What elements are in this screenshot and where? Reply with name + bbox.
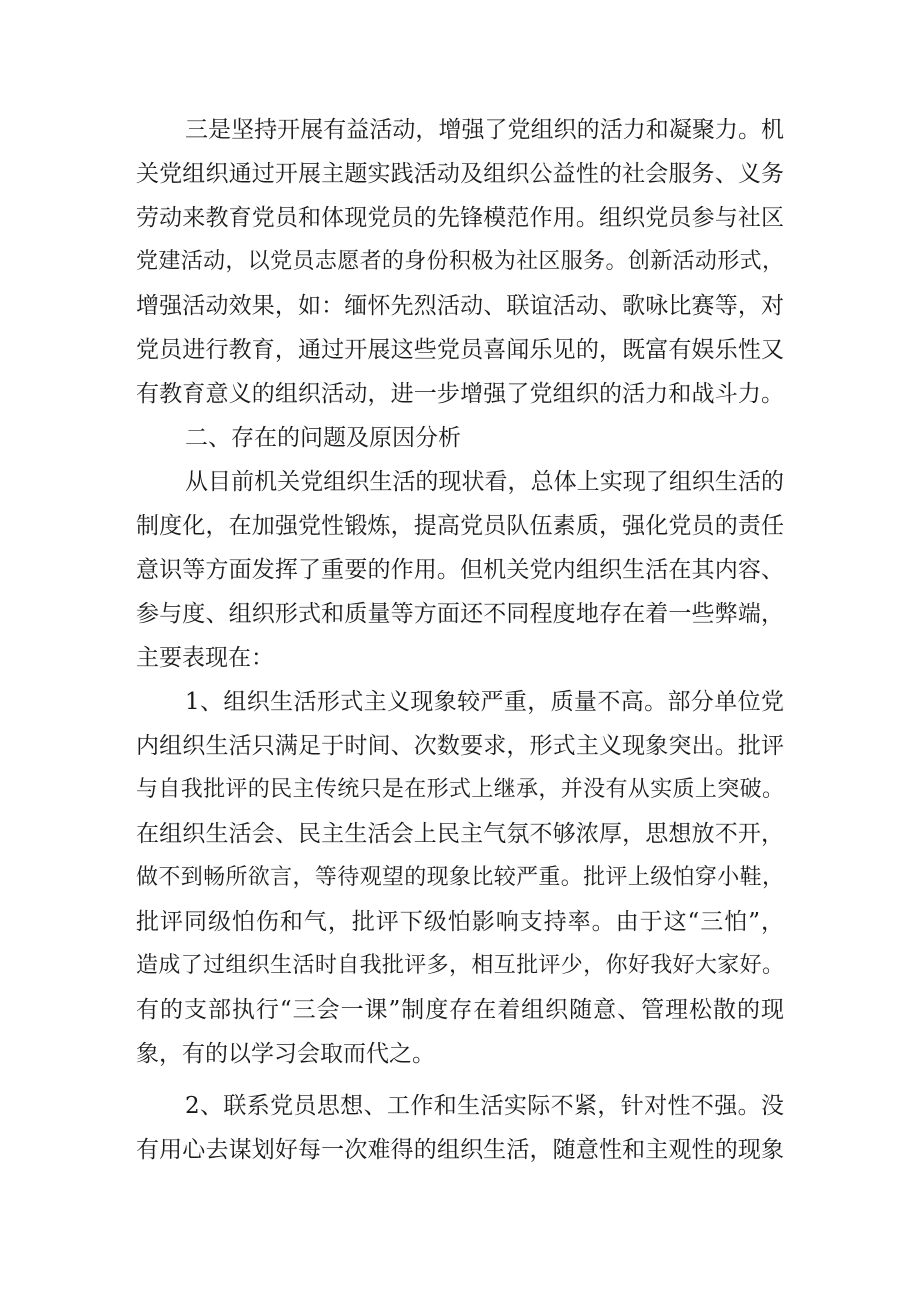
text-line: 象，有的以学习会取而代之。 [136,1041,435,1067]
text-line: 在组织生活会、民主生活会上民主气氛不够浓厚，思想放不开， [136,821,784,847]
text-line: 造成了过组织生活时自我批评多，相互批评少，你好我好大家好。 [136,953,784,978]
text-line: 参与度、组织形式和质量等方面还不同程度地存在着一些弊端， [136,601,784,627]
text-line: 主要表现在： [136,645,274,671]
text-line: 从目前机关党组织生活的现状看，总体上实现了组织生活的 [185,469,784,495]
text-line: 做不到畅所欲言，等待观望的现象比较严重。批评上级怕穿小鞋， [136,865,784,890]
text-line: 与自我批评的民主传统只是在形式上继承，并没有从实质上突破。 [136,777,784,802]
text-line: 1、组织生活形式主义现象较严重，质量不高。部分单位党 [185,689,784,715]
text-line: 批评同级怕伤和气，批评下级怕影响支持率。由于这“三怕”， [136,909,784,935]
text-line: 有教育意义的组织活动，进一步增强了党组织的活力和战斗力。 [136,381,784,407]
text-line: 内组织生活只满足于时间、次数要求，形式主义现象突出。批评 [136,733,784,759]
text-line: 增强活动效果，如：缅怀先烈活动、联谊活动、歌咏比赛等，对 [136,293,784,319]
text-line: 劳动来教育党员和体现党员的先锋模范作用。组织党员参与社区 [136,205,784,231]
text-line: 制度化，在加强党性锻炼，提高党员队伍素质，强化党员的责任 [136,513,784,539]
text-line: 有的支部执行“三会一课”制度存在着组织随意、管理松散的现 [136,997,784,1023]
text-line: 有用心去谋划好每一次难得的组织生活，随意性和主观性的现象 [136,1137,784,1163]
text-line: 2、联系党员思想、工作和生活实际不紧，针对性不强。没 [185,1093,784,1119]
text-line: 意识等方面发挥了重要的作用。但机关党内组织生活在其内容、 [136,557,784,583]
text-line: 党建活动，以党员志愿者的身份积极为社区服务。创新活动形式， [136,249,784,274]
text-line: 关党组织通过开展主题实践活动及组织公益性的社会服务、义务 [136,161,784,187]
text-line: 党员进行教育，通过开展这些党员喜闻乐见的，既富有娱乐性又 [136,337,784,363]
section-heading: 二、存在的问题及原因分析 [185,425,461,451]
text-line: 三是坚持开展有益活动，增强了党组织的活力和凝聚力。机 [185,117,784,143]
